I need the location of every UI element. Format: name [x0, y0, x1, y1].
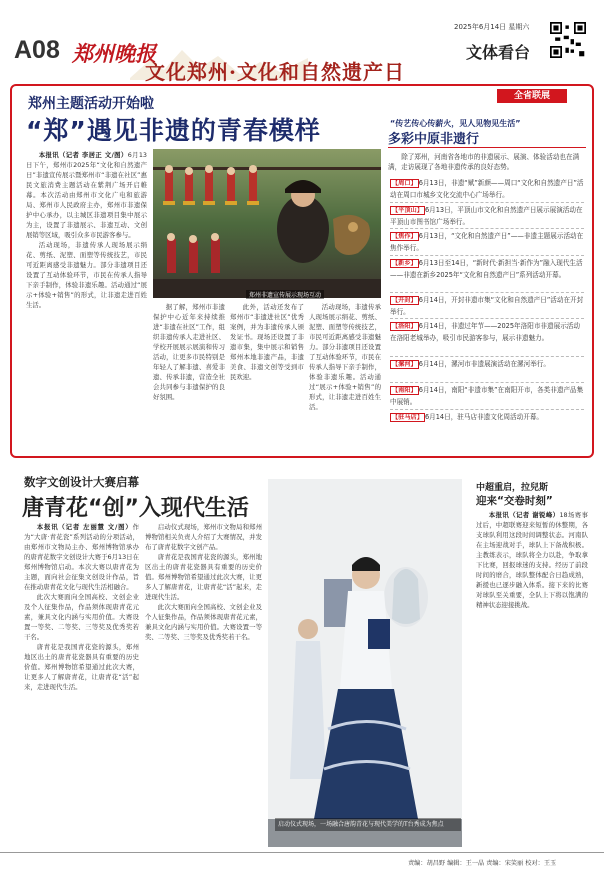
special-banner: 文化郑州·文化和自然遗产日: [145, 60, 405, 84]
footer-credits: 责编：胡昌野 编辑：王一晶 责编：宋笑丽 校对：王玉: [408, 860, 557, 867]
fashion-show-image: [268, 479, 462, 847]
article3-kicker: 中超重启，拉兒斯: [476, 483, 549, 493]
region-item-kaifeng: 【开封】 6月14日，开封非遗市集“文化和自然遗产日”活动在开封举行。: [390, 296, 584, 316]
article2-column-1: 本报讯（记者 左丽慧 文/图）作为“大唐·青花瓷”系列活动的分项活动，由郑州市文物局主办、郑州博物馆承办的唐青花数字文创设计大赛于6月13日在郑州博物馆启动。本次大赛以唐青花为主题，面向社会征集文创设计作品，旨在推动唐青花文化与现代生活相融合。 此次大赛面向全国高校、文创企业及个人征集作品，作品须体现唐青花元素，兼具文化内涵与实用价值。大赛设置一等奖、二等奖、三等奖及优秀奖若干名。 唐青花是我国青花瓷的源头，郑州地区出土的唐青花瓷器具有重要的历史价值。郑州博物馆希望通过此次大赛，让更多人了解唐青花，让唐青花“活”起来，走进现代生活。: [24, 523, 139, 691]
article2-photo: [268, 479, 462, 847]
article3-byline: 本报讯（记者 谢锐峰）: [488, 511, 560, 519]
feature-tag: 全省联展: [497, 89, 567, 103]
region-item-nanyang: 【南阳】 6月14日，南阳“非遗市集”在南阳开市，各类非遗产品集中展销。: [390, 386, 584, 406]
feature-right-title: 多彩中原非遗行: [388, 132, 480, 147]
paper-name-logo: 郑州晚报: [72, 41, 156, 66]
feature-paragraph: 此外，活动还发布了郑州市“非遗进社区”优秀案例，并为非遗传承人颁发证书。现场还设置了非遗市集，集中展示和销售郑州本地非遗产品，非遗美食、非遗文创等受到市民欢迎。: [230, 303, 304, 381]
feature-headline: “郑”遇见非遗的青春模样: [26, 116, 321, 145]
item-divider: [390, 409, 584, 410]
article2-paragraph: 启动仪式现场，郑州市文物局和郑州博物馆相关负责人介绍了大赛情况，并发布了唐青花数字文创产品。: [145, 523, 262, 551]
feature-kicker: 郑州主题活动开始啦: [28, 96, 154, 112]
feature-column-1: 本报讯（记者 李居正 文/图）6月13日下午，郑州市2025年“文化和自然遗产日”非遗宣传展示暨郑州市“非遗在社区”惠民文旅消费主题活动在紫荆广场开启帷幕。本次活动由郑州市文化广电和旅游局、郑州市人民政府主办，郑州市非遗保护中心承办，以主城区非遗项目集中展示为主，设置了非遗展示、非遗互动、文创展销等区域，吸引众多市民游客参与。 活动现场，非遗传承人现场展示绢花、剪纸、泥塑、面塑等传统技艺，市民可近距离感受非遗魅力。部分非遗项目还设置了互动体验环节，市民在传承人指导下亲手制作，体验非遗乐趣。活动通过“展示+体验+销售”的形式，让非遗走进百姓生活。: [26, 151, 147, 309]
article2-paragraph: 此次大赛面向全国高校、文创企业及个人征集作品，作品须体现唐青花元素，兼具文化内涵与实用价值。大赛设置一等奖、二等奖、三等奖及优秀奖若干名。: [24, 593, 139, 641]
region-item-zhoukou: 【周口】 6月13日，非遗“赋”新颜——周口“文化和自然遗产日”活动在周口市城乡文化交流中心广场举行。: [390, 179, 584, 199]
issue-date: 2025年6月14日 星期六: [454, 23, 530, 31]
feature-paragraph: 活动现场，非遗传承人现场展示绢花、剪纸、泥塑、面塑等传统技艺，市民可近距离感受非遗魅力。部分非遗项目还设置了互动体验环节，市民在传承人指导下亲手制作，体验非遗乐趣。活动通过“展示+体验+销售”的形式，让非遗走进百姓生活。: [26, 241, 147, 309]
page-number: A08: [14, 36, 60, 64]
feature-column-4: [309, 302, 381, 450]
divider: [388, 147, 586, 148]
article2-byline: 本报讯（记者 左丽慧 文/图）: [36, 523, 133, 531]
article2-paragraph: 唐青花是我国青花瓷的源头，郑州地区出土的唐青花瓷器具有重要的历史价值。郑州博物馆希望通过此次大赛，让更多人了解唐青花，让唐青花“活”起来，走进现代生活。: [145, 553, 262, 601]
feature-column-2: [153, 302, 225, 450]
item-divider: [390, 382, 584, 383]
item-divider: [390, 255, 584, 256]
article2-photo-caption: 启动仪式现场，一场融合唐韵青花与现代美学的T台秀成为焦点: [275, 818, 461, 831]
feature-paragraph: 活动现场，非遗传承人现场展示绢花、剪纸、泥塑、面塑等传统技艺，市民可近距离感受非遗魅力。部分非遗项目还设置了互动体验环节，市民在传承人指导下亲手制作，体验非遗乐趣。活动通过“展示+体验+销售”的形式，让非遗走进百姓生活。: [309, 303, 381, 411]
article2-paragraph: 唐青花是我国青花瓷的源头，郑州地区出土的唐青花瓷器具有重要的历史价值。郑州博物馆希望通过此次大赛，让更多人了解唐青花，让唐青花“活”起来，走进现代生活。: [24, 643, 139, 691]
puppet-display-image: [153, 149, 381, 298]
masthead: [0, 0, 604, 84]
region-item-pingdingshan: 【平顶山】 6月13日，平顶山市文化和自然遗产日展示展演活动在平顶山市图书馆广场举行。: [390, 206, 583, 226]
article2-kicker: 数字文创设计大赛启幕: [24, 475, 139, 489]
article2-column-2: [145, 522, 262, 848]
region-item-luohe: 【漯河】 6月14日，漯河市非遗展演活动在漯河举行。: [392, 360, 551, 368]
article3-headline: 迎来“交卷时刻”: [476, 495, 553, 507]
item-divider: [390, 292, 584, 293]
feature-byline: 本报讯（记者 李居正 文/图）: [38, 151, 128, 159]
item-divider: [390, 356, 584, 357]
qr-code-icon: [550, 22, 586, 58]
item-divider: [390, 202, 584, 203]
item-divider: [390, 228, 584, 229]
feature-photo: [153, 149, 381, 298]
region-item-jiaozuo: 【焦作】 6月13日，“文化和自然遗产日”——非遗主题展示活动在焦作举行。: [390, 232, 584, 252]
region-item-zhumadian: 【驻马店】 6月14日，驻马店非遗文化周活动开幕。: [392, 413, 544, 421]
feature-right-intro: 除了郑州，河南省各地市的非遗展示、展演、体验活动也在满满，走访展现了各地非遗传承的良好态势。: [388, 153, 580, 171]
article3-column: 本报讯（记者 谢锐峰）18场赛事过后，中超联赛迎来短暂的休整期，各支球队利用这段时间调整状态。河南队在主场迎战对手，球队上下备战积极。主教练表示，球队将全力以赴，争取拿下比赛，回报球迷的支持。经历了前段时间的磨合，球队整体配合日趋成熟，新援也已逐步融入体系。接下来的比赛对球队至关重要，全队上下将以饱满的精神状态迎接挑战。: [476, 511, 588, 609]
article2-paragraph: 此次大赛面向全国高校、文创企业及个人征集作品，作品须体现唐青花元素，兼具文化内涵与实用价值。大赛设置一等奖、二等奖、三等奖及优秀奖若干名。: [145, 603, 262, 641]
region-item-xinxiang: 【新乡】 6月13日至14日，“新时代·新担当·新作为”融入现代生活——非遗在新乡2025年“文化和自然遗产日”系列活动开幕。: [390, 259, 583, 279]
feature-photo-caption: 郑州非遗宣传展示现场互动: [246, 290, 324, 299]
feature-column-3: [230, 302, 304, 450]
article2-headline: 唐青花“创”入现代生活: [22, 496, 249, 521]
item-divider: [390, 318, 584, 319]
section-name: 文体看台: [466, 43, 531, 62]
feature-paragraph: 据了解，郑州市非遗保护中心近年来持续推进“非遗在社区”工作，组织非遗传承人走进社区、学校开展展示展演和传习活动，让更多市民特别是年轻人了解非遗、喜爱非遗、传承非遗，营造全社会共同参与非遗保护的良好氛围。: [153, 303, 225, 401]
region-item-luoyang: 【洛阳】 6月14日，非遗过年节——2025年洛阳市非遗展示活动在洛阳老城举办，吸引市民游客参与，展示非遗魅力。: [390, 322, 580, 342]
feature-right-subtitle: “传艺传心传薪火，见人见物见生活”: [390, 119, 521, 128]
footer-rule: [0, 852, 604, 853]
